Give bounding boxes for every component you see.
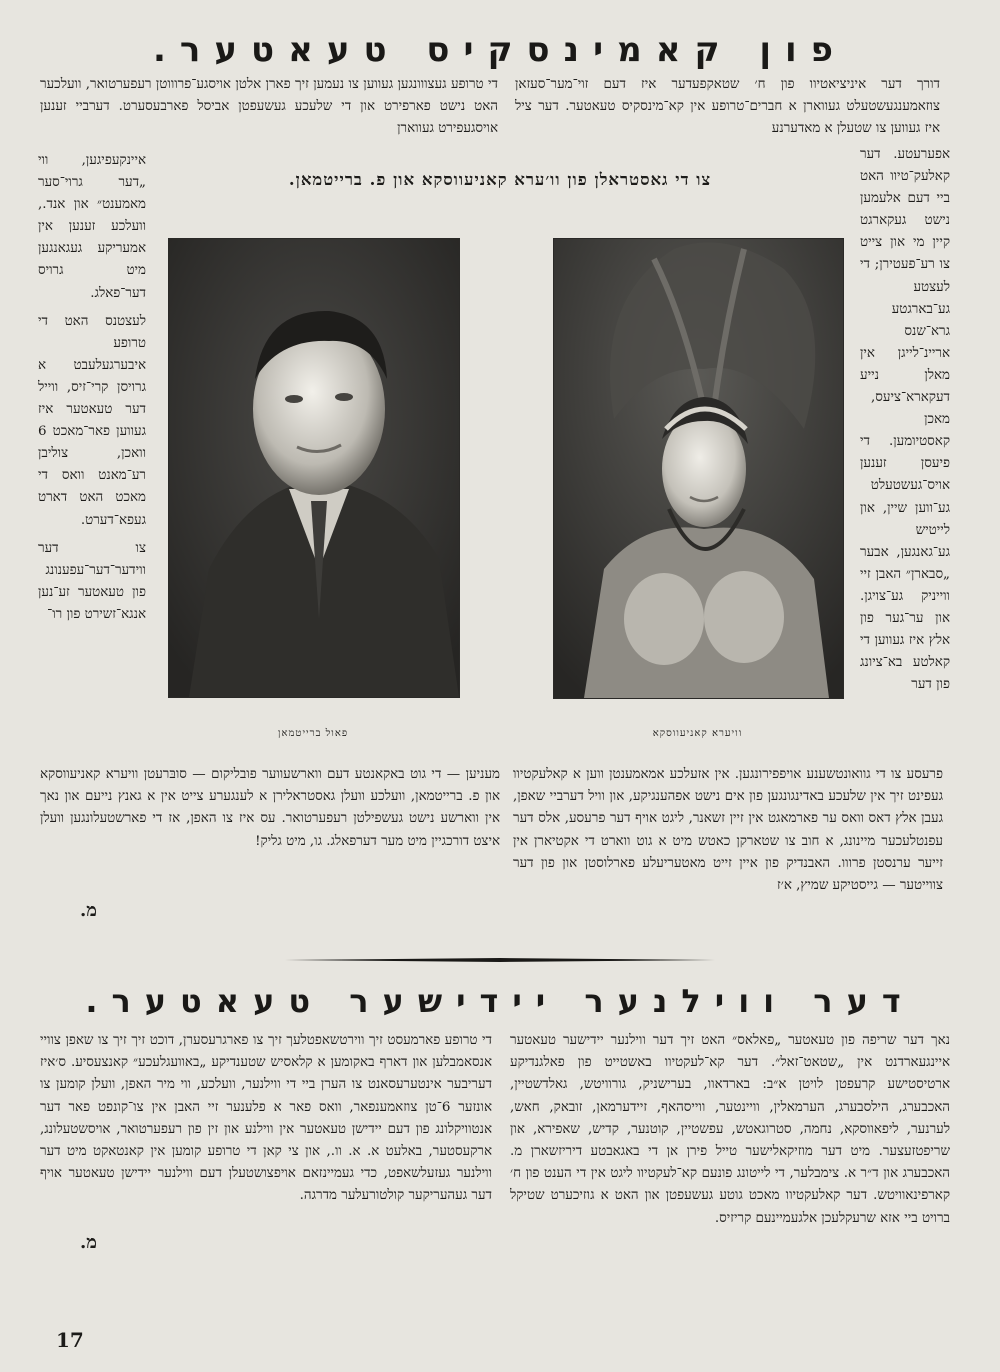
article-title: דער ווילנער יידישער טעאטער.	[85, 982, 915, 1020]
article-intro-right	[515, 74, 940, 146]
page-number: 17	[56, 1328, 84, 1352]
right-narrow-column	[860, 144, 950, 764]
portrait-man-icon	[169, 239, 459, 697]
portrait-woman-icon	[554, 239, 843, 698]
article2-right-column	[510, 1030, 950, 1280]
article-signature: מ.	[80, 1232, 97, 1253]
paragraph: פרעסע צו די גוואונטשענע אויפפירונגען. אין אזעלכע אמאמענטן ווען א קאלעקטיוו געפינט זיך אין שלעכע באדינגונגען פון אים נישט אפהענגיקע, און וויל דערביי שאפן, געבן אלץ דאס וואס ער פארמאגט אין זיין זשאנר, ליגט אויף דער פרעסע, אלס דער עפנטלעכער מיינונג, א חוב צו שטארקן כאטש מיט א גוט ווארט די אקטיארן אין זייער ערנסטן פרווו. האבנדיק פון איין זייט מאטעריעלע פארלוסטן און פון דער צווייטער — גייסטיקע שמיץ, א׳ז	[513, 767, 943, 894]
left-narrow-column	[38, 150, 146, 758]
article2-left-column	[40, 1030, 492, 1240]
paragraph: דורך דער איניציאטיוו פון ח׳ שטאקפעדער איז דעם זוי־מער־סעזאן צוזאמענגעשטעלט געווארן א חברים־טרופע אין קא־מינסקיס טעאטער. דער ציל איז געווען צו שטעלן א מאדערנע	[515, 77, 940, 137]
paragraph: אפערעטע. דער קאלעק־טיוו האט ביי דעם אלעמען נישט געקארגט קיין מי און צייט צו רע־פעטירן; די לעצטע גע־בארגטע גרא־שנס אריינ־לייגן אין מאלן נייע דעקארא־ציעס, מאכן קאסטיומען. די פיעסן זענען אויס־געשטעלט גע־ווען שיין, און לייטיש גע־גאנגען, אבער „סבארן״ האבן זיי ווייניק גע־צויגן. און ער־גער פון אלץ איז געווען די קאלטע בא־ציונג פון דער	[860, 147, 950, 693]
photo-caption: פאול ברייטמאן	[277, 728, 349, 739]
article-bottom-left	[40, 764, 500, 894]
paragraph: איינקעפיגען, ווי „דער גרוי־סער מאמענט״ און אנד., וועלכע זענען אין אמעריקע געגאנגען מיט גרויס דער־פאלג.	[38, 153, 146, 301]
photo-vera-kanievska	[553, 238, 844, 699]
photo-caption: וויערא קאניעווסקא	[652, 728, 743, 739]
photo-paul-breitman	[168, 238, 460, 698]
article-intro-left	[40, 74, 498, 144]
article-signature: מ.	[80, 900, 97, 921]
paragraph: נאך דער שריפה פון טעאטער „פאלאס״ האט זיך דער ווילנער יידישער טעאטער איינגעארדנט אין „שטאט־זאל״. דער קא־לעקטיוו באשטייט פון פאלגנדיקע ארטיסטישע קרעפטן לויטן א״ב: בארדאוו, בערישניק, גורוויטש, גאלדשטיין, האכבערג, הילסבערג, הערמאלין, וויינטער, ווייסהאף, זיידערמאן, זובאק, חאש, לערנער, ליפאווסקא, נחמה, סטרוגאטש, עפשטיין, קוטנער, קדיש, שאפירא, און שריפטזעצער. מיט דער מוזיקאלישער טייל פירן אן די באגאבטע דיריזשארן מ. האכבערג און ד״ר א. צימבלער, די לייטונג פונעם קא־לעקטיוו ליגט אין די הענט פון ח׳ קארפינאוויטש. דער קאלעקטיוו מאכט גוטע געשעפטן און האט א גוזיכערט שטיקל ברויט ביי אזא שרעקלעכן אלגעמיינעם קריזיס.	[510, 1033, 950, 1226]
article-subtitle: צו די גאסטראלן פון וו׳ערא קאניעווסקא און פ. ברייטמאן.	[288, 170, 712, 189]
paragraph: די טרופע פארמעסט זיך ווירטשאפטלעך זיך צו פארגרעסערן, דוכט זיך זיך צו שאפן צוויי אנסאמבלען און דארף באקומען א קלאסיש שטענדיקע „באוועגלעכע״ קאנצעסיע. ס׳איז דעריבער אינטערעסאנט צו הערן ביי די ווילנער, וועלכע, ווי מיר האפן, וועלן קומען צו אונזער 6־טן צוזאמענפאר, וואס פאר א פלענער זיי האבן אין צו־קונפט פאר דער אנטוויקלונג פון דעם יידישן טעאטער אין ווילנע און זין פון רעפערטואר, אויסשטעלונג, ארקעסטער, באלעט א. א. וו., און צי קאן די טרופע קומען אין קאנטאקט מיט דער ווילנער געזעלשאפט, כדי געמיינזאם אויפצושטעלן דעם ווילנער יידישן טעאטער אויף דער געהעריקער קולטורעלער מדרגה.	[40, 1033, 492, 1204]
article-title: פון קאמינסקיס טעאטער.	[152, 30, 848, 70]
paragraph: די טרופע געצווונגען געווען צו נעמען זיך פארן אלטן אויסגע־פרוווטן רעפערטואר, וועלכער האט נישט פארפירט און די שלעכע געשעפטן אביסל פארבעסערט. דערביי זענען אויסגעפירט געווארן	[40, 77, 498, 137]
paragraph: צו דער ווידער־דער־עפענונג פון טעאטער זע־נען אנגא־זשירט פון רו־	[38, 540, 146, 622]
article-bottom-right	[513, 764, 943, 914]
paragraph: מעניען — די גוט באקאנטע דעם ווארשעווער פובליקום — סובּרעטן וויערא קאניעווסקא און פ. ברייטמאן, וועלכע וועלן גאסטראלירן א לענגערע צייט אין א גאנץ נייעם און נאך אין ווארשע נישט געשפילטן רעפערטואר. עס איז צו האפן, אז די פארשטעלונגען וועלן איצט דורכגיין מיט מער דערפאלג. גו, מיט גליק!	[40, 767, 500, 849]
paragraph: לעצטנס האט די טרופע איבערגעלעבט א גרויסן קרי־זיס, ווייל דער טעאטער איז געווען פאר־מאכט 6 וואכן, צוליבן רע־מאנט וואס די מאכט האט דארט געפא־דערט.	[38, 313, 146, 528]
section-divider	[285, 958, 715, 962]
